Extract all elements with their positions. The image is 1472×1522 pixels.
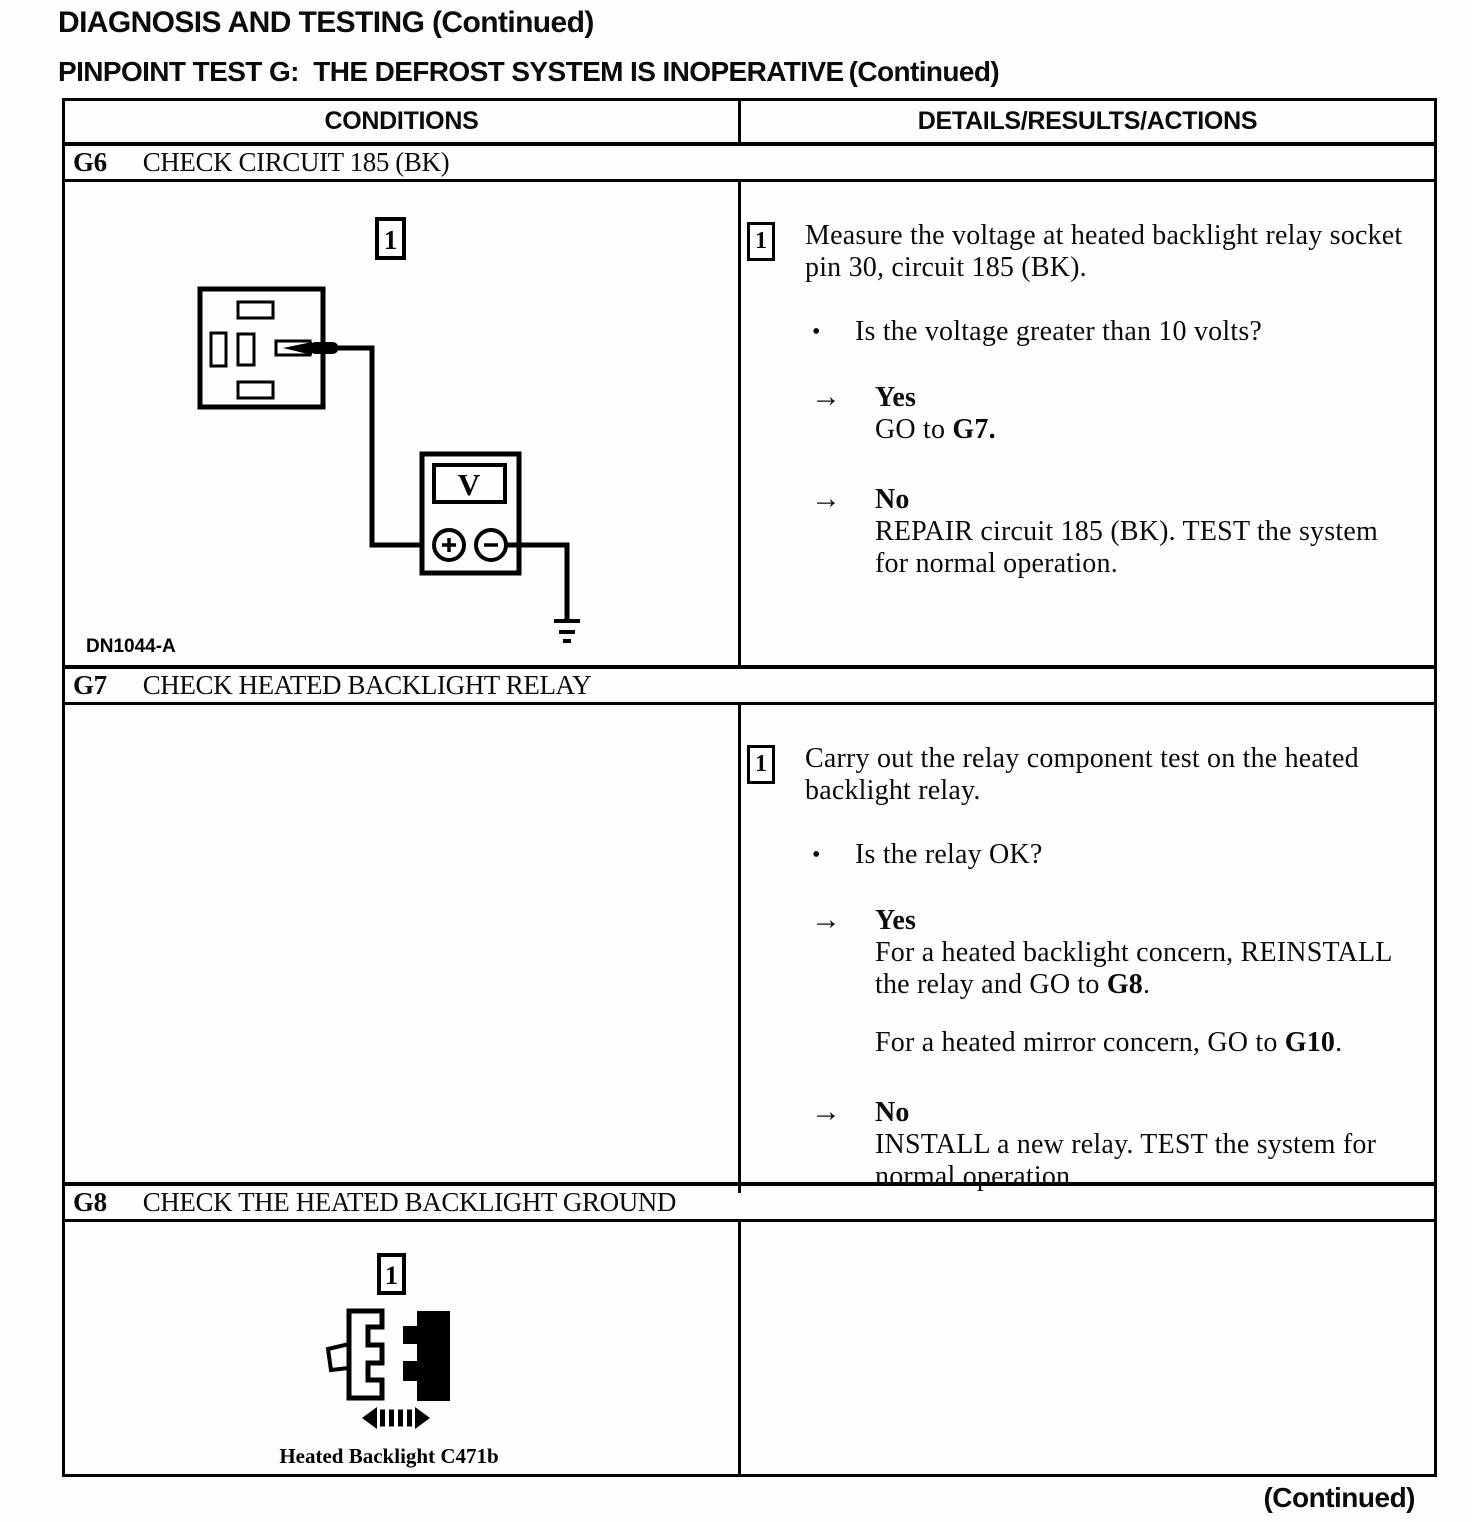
connector-label: Heated Backlight C471b xyxy=(279,1444,499,1468)
g7-no-action: INSTALL a new relay. TEST the system for normal operation. xyxy=(875,1129,1377,1192)
g8-conditions-cell xyxy=(65,1222,741,1475)
arrow-icon: → xyxy=(811,482,839,515)
g7-conditions-cell xyxy=(65,705,741,1193)
g6-question-text: Is the voltage greater than 10 volts? xyxy=(855,316,1263,347)
ground-icon xyxy=(554,621,580,641)
pinpoint-test-table xyxy=(62,98,1437,1477)
arrow-icon: → xyxy=(811,1095,839,1128)
g7-step xyxy=(747,743,1418,807)
g6-yes-action: GO to G7. xyxy=(875,414,996,445)
pinpoint-test-title: PINPOINT TEST G: THE DEFROST SYSTEM IS INOPERATIVE (Continued) xyxy=(58,56,1000,87)
g7-question-text: Is the relay OK? xyxy=(855,839,1043,870)
connector-half-male-icon xyxy=(403,1311,450,1401)
g6-no-branch xyxy=(811,484,1418,580)
g6-step-text: Measure the voltage at heated backlight relay socket pin 30, circuit 185 (BK). xyxy=(805,220,1403,283)
bullet-icon: • xyxy=(812,842,821,868)
g7-no-branch xyxy=(811,1097,1418,1193)
page-title: DIAGNOSIS AND TESTING (Continued) xyxy=(58,6,594,39)
step-title-g8: CHECK THE HEATED BACKLIGHT GROUND xyxy=(142,1187,676,1217)
g6-question xyxy=(812,316,1418,348)
arrow-icon: → xyxy=(811,903,839,936)
g7-question xyxy=(812,839,1418,871)
section-header-g7 xyxy=(65,669,1434,705)
g7-details-cell xyxy=(741,705,1434,1193)
step-code-g7: G7 xyxy=(73,670,107,700)
step-number-box: 1 xyxy=(747,745,775,784)
g6-details-cell xyxy=(741,182,1434,665)
continued-footer: (Continued) xyxy=(1263,1482,1415,1513)
callout-1-box xyxy=(379,1255,404,1293)
arrow-icon: → xyxy=(811,380,839,413)
g6-no-action: REPAIR circuit 185 (BK). TEST the system for normal operation. xyxy=(875,516,1378,579)
g7-step-text: Carry out the relay component test on the heated backlight relay. xyxy=(805,743,1359,806)
step-number-box: 1 xyxy=(747,222,775,261)
g6-yes-label: Yes xyxy=(875,382,917,413)
g7-yes-branch xyxy=(811,905,1418,1059)
probe-icon xyxy=(283,342,338,355)
ground-wire xyxy=(506,545,567,619)
plus-sign-icon xyxy=(442,538,456,552)
step-title-g6: CHECK CIRCUIT 185 (BK) xyxy=(142,147,450,177)
step-code-g8: G8 xyxy=(73,1187,107,1217)
disconnect-arrows-icon xyxy=(362,1407,430,1429)
step-title-g7: CHECK HEATED BACKLIGHT RELAY xyxy=(142,670,592,700)
probe-wire xyxy=(336,348,422,545)
connector-half-female-icon xyxy=(328,1311,382,1398)
section-header-g6 xyxy=(65,146,1434,182)
table-header-row xyxy=(65,101,1434,146)
details-column-header: DETAILS/RESULTS/ACTIONS xyxy=(917,107,1258,135)
g6-conditions-cell xyxy=(65,182,741,665)
g7-no-label: No xyxy=(875,1097,910,1128)
callout-1-label: 1 xyxy=(385,1261,398,1290)
g7-yes-label: Yes xyxy=(875,905,917,936)
connector-disconnect-diagram xyxy=(65,1222,741,1475)
g7-yes-action-1: For a heated backlight concern, REINSTALL the relay and GO to G8. xyxy=(875,937,1392,1000)
voltmeter-test-diagram xyxy=(65,182,741,665)
voltmeter-label: V xyxy=(457,467,481,502)
g6-yes-branch xyxy=(811,382,1418,446)
g6-step xyxy=(747,220,1418,284)
g6-no-label: No xyxy=(875,484,910,515)
bullet-icon: • xyxy=(812,319,821,345)
figure-id-label: DN1044-A xyxy=(86,636,176,657)
section-body-g7 xyxy=(65,705,1434,1192)
step-code-g6: G6 xyxy=(73,147,107,177)
callout-1-box xyxy=(377,219,404,258)
conditions-column-header: CONDITIONS xyxy=(65,101,741,142)
g8-details-cell xyxy=(741,1222,1434,1475)
section-body-g8 xyxy=(65,1222,1434,1475)
voltmeter-icon xyxy=(422,454,519,573)
g7-yes-action-2: For a heated mirror concern, GO to G10. xyxy=(875,1027,1343,1058)
section-body-g6 xyxy=(65,182,1434,669)
callout-1-label: 1 xyxy=(383,225,398,255)
